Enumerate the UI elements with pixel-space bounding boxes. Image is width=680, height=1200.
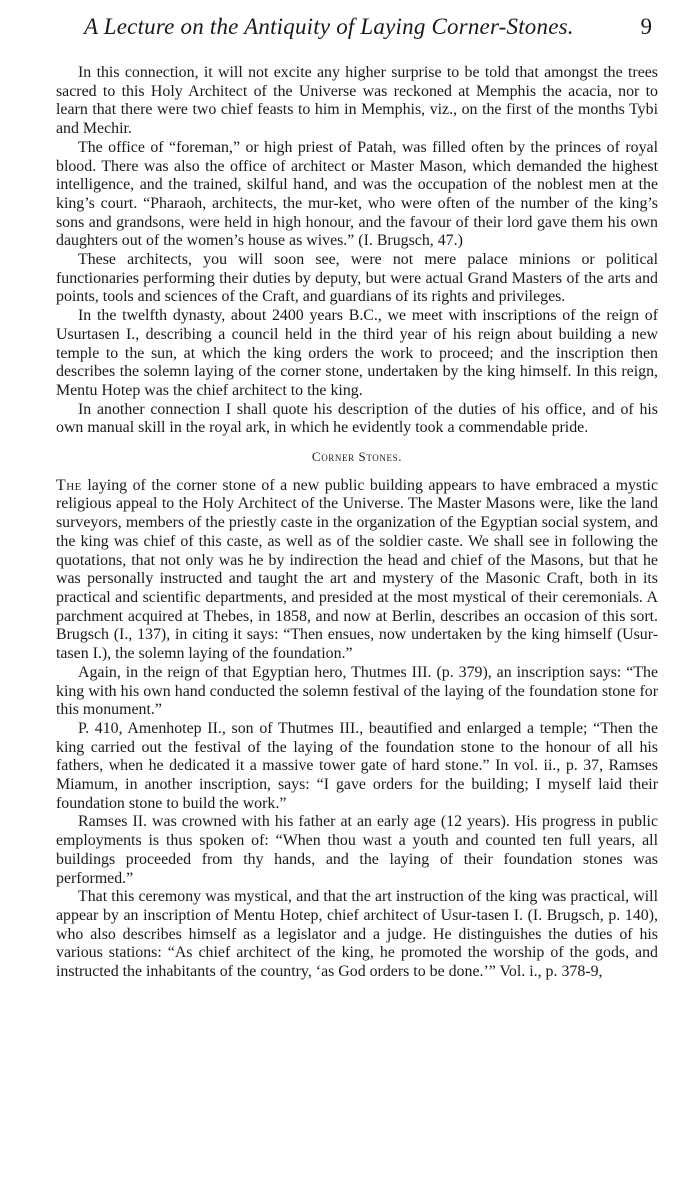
paragraph: In the twelfth dynasty, about 2400 years B.C., we meet with inscriptions of the reign of Usurtasen I., describing a council held in the third year of his reign about building a new temple to the sun, at which the king orders the work to proceed; and the inscription then describes the solemn laying of the corner stone, undertaken by the king himself. In this reign, Mentu Hotep was the chief architect to the king. [56, 307, 658, 399]
page-header [56, 14, 658, 54]
paragraph: In this connection, it will not excite any higher surprise to be told that amongst the trees sacred to this Holy Architect of the Universe was reckoned at Memphis the acacia, nor to learn that there were two chief feasts to him in Memphis, viz., on the first of the months Tybi and Mechir. [56, 64, 658, 138]
paragraph: These architects, you will soon see, were not mere palace minions or political functionaries performing their duties by deputy, but were actual Grand Masters of the arts and points, tools and sciences of the Craft, and guardians of its rights and privileges. [56, 251, 658, 306]
paragraph: The office of “foreman,” or high priest of Patah, was filled often by the princes of royal blood. There was also the office of architect or Master Mason, which demanded the highest intelligence, and the trained, skilful hand, and was the occupation of the noblest men at the king’s court. “Pharaoh, architects, the mur-ket, who were often of the number of the king’s sons and grandsons, were held in high honour, and the favour of their lord gave them his own daughters out of the women’s house as wives.” (I. Brugsch, 47.) [56, 138, 658, 250]
paragraph-text: laying of the corner stone of a new public building appears to have embraced a mystic religious appeal to the Holy Architect of the Universe. The Master Masons were, like the land surveyors, members of the priestly caste in the organization of the Egyptian social system, and the king was chief of this caste, as well as of the soldier caste. We shall see in following the quotations, that not only was he by indirection the head and chief of the Masons, but that he was personally instructed and taught the art and mystery of the Masonic Craft, both in its practical and scientific departments, and presided at the most mystical of their ceremonials. A parchment acquired at Thebes, in 1858, and now at Berlin, describes an occasion of this sort. Brugsch (I., 137), in citing it says: “Then ensues, now undertaken by the king himself (Usur-tasen I.), the solemn laying of the foundation.” [56, 476, 658, 663]
paragraph: Again, in the reign of that Egyptian hero, Thutmes III. (p. 379), an inscription says: “The king with his own hand conducted the solemn festival of the laying of the foundation stone for this monument.” [56, 663, 658, 719]
paragraph [56, 477, 658, 664]
running-head: A Lecture on the Antiquity of Laying Corner-Stones. [84, 14, 574, 39]
section-heading: Corner Stones. [311, 449, 403, 465]
page-number: 9 [640, 14, 652, 39]
paragraph: P. 410, Amenhotep II., son of Thutmes III., beautified and enlarged a temple; “Then the king carried out the festival of the laying of the foundation stone to the honour of all his fathers, when he dedicated it a massive tower gate of hard stone.” In vol. ii., p. 37, Ramses Miamum, in another inscription, says: “I gave orders for the building; I myself laid their foundation stone to build the work.” [56, 719, 658, 812]
paragraph: That this ceremony was mystical, and that the art instruction of the king was practical, will appear by an inscription of Mentu Hotep, chief architect of Usur-tasen I. (I. Brugsch, p. 140), who also describes himself as a legislator and a judge. He distinguishes the duties of his various stations: “As chief architect of the king, he promoted the worship of the gods, and instructed the inhabitants of the country, ‘as God orders to be done.’” Vol. i., p. 378-9, [56, 888, 658, 981]
lead-word: The [56, 476, 82, 494]
paragraph: Ramses II. was crowned with his father at an early age (12 years). His progress in public employments is thus spoken of: “When thou wast a youth and counted ten full years, all buildings proceeded from thy hands, and the laying of their foundation stones was performed.” [56, 813, 658, 887]
paragraph: In another connection I shall quote his description of the duties of his office, and of his own manual skill in the royal ark, in which he evidently took a commendable pride. [56, 400, 658, 437]
body-text [56, 64, 658, 982]
